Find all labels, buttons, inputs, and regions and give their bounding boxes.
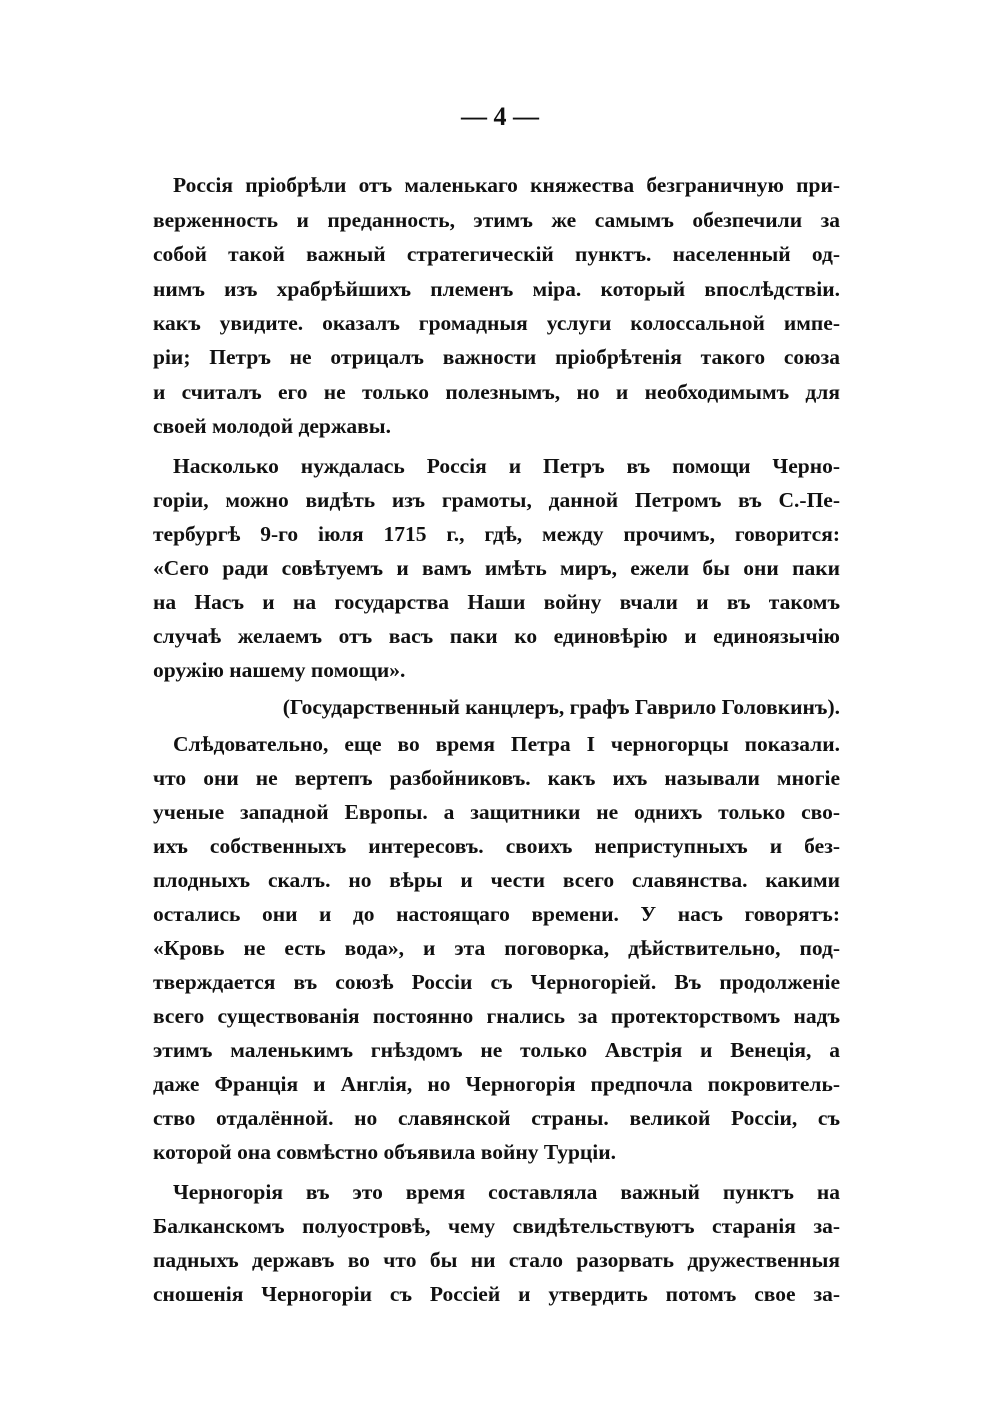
- text-line: Слѣдовательно, еще во время Петра I черногорцы показали.: [173, 732, 840, 756]
- text-line: тербургѣ 9-го іюля 1715 г., гдѣ, между прочимъ, говорится:: [153, 522, 840, 546]
- text-line: и считалъ его не только полезнымъ, но и необходимымъ для: [153, 380, 840, 404]
- text-line: нимъ изъ храбрѣйшихъ племенъ міра. который впослѣдствіи.: [153, 277, 840, 301]
- text-line: своей молодой державы.: [153, 414, 391, 438]
- text-line: что они не вертепъ разбойниковъ. какъ ихъ называли многіе: [153, 766, 840, 790]
- text-line: падныхъ державъ во что бы ни стало разорвать дружественныя: [153, 1248, 840, 1272]
- text-line: «Сего ради совѣтуемъ и вамъ имѣть миръ, ежели бы они паки: [153, 556, 840, 580]
- text-line: Балканскомъ полуостровѣ, чему свидѣтельствуютъ старанія за-: [153, 1214, 840, 1238]
- text-line: ство отдалённой. но славянской страны. великой Россіи, съ: [153, 1106, 840, 1130]
- text-line: оружію нашему помощи».: [153, 658, 406, 682]
- text-line: тверждается въ союзѣ Россіи съ Черногоріей. Въ продолженіе: [153, 970, 840, 994]
- text-line: которой она совмѣстно объявила войну Турціи.: [153, 1140, 617, 1164]
- text-line: горіи, можно видѣть изъ грамоты, данной Петромъ въ С.-Пе-: [153, 488, 840, 512]
- text-line: сношенія Черногоріи съ Россіей и утвердить потомъ свое за-: [153, 1282, 840, 1306]
- text-line: ріи; Петръ не отрицалъ важности пріобрѣтенія такого союза: [153, 345, 840, 369]
- text-line: ученые западной Европы. а защитники не однихъ только сво-: [153, 800, 840, 824]
- text-line: «Кровь не есть вода», и эта поговорка, дѣйствительно, под-: [153, 936, 840, 960]
- text-line: этимъ маленькимъ гнѣздомъ не только Австрія и Венеція, а: [153, 1038, 840, 1062]
- page-number: — 4 —: [461, 102, 539, 131]
- text-line: ихъ собственныхъ интересовъ. своихъ неприступныхъ и без-: [153, 834, 840, 858]
- text-line: остались они и до настоящаго времени. У насъ говорятъ:: [153, 902, 840, 926]
- text-line: Россія пріобрѣли отъ маленькаго княжества безграничную при-: [173, 173, 840, 197]
- text-line: верженность и преданность, этимъ же самымъ обезпечили за: [153, 208, 840, 232]
- text-line: собой такой важный стратегическій пунктъ. населенный од-: [153, 242, 840, 266]
- text-line: плодныхъ скалъ. но вѣры и чести всего славянства. какими: [153, 868, 840, 892]
- text-line: всего существованія постоянно гнались за протекторствомъ надъ: [153, 1004, 840, 1028]
- text-line: Черногорія въ это время составляла важный пунктъ на: [173, 1180, 840, 1204]
- text-line: даже Франція и Англія, но Черногорія предпочла покровитель-: [153, 1072, 840, 1096]
- text-line: какъ увидите. оказалъ громадныя услуги колоссальной импе-: [153, 311, 840, 335]
- text-line: Насколько нуждалась Россія и Петръ въ помощи Черно-: [173, 454, 840, 478]
- text-line: случаѣ желаемъ отъ васъ паки ко единовѣрію и единоязычію: [153, 624, 840, 648]
- text-line: на Насъ и на государства Наши войну вчали и въ такомъ: [153, 590, 840, 614]
- signature-line: (Государственный канцлеръ, графъ Гаврило Головкинъ).: [282, 695, 840, 719]
